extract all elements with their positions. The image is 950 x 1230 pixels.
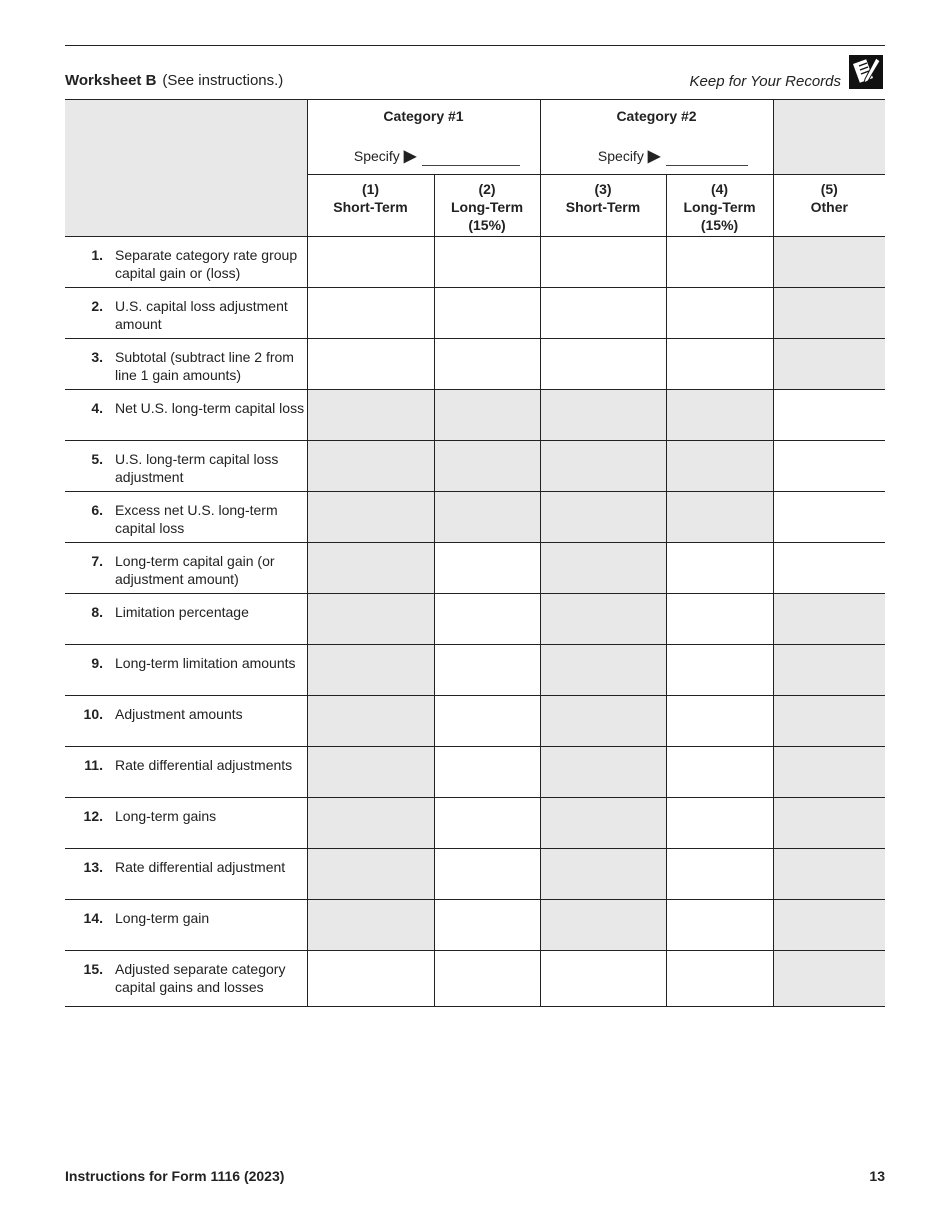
worksheet-line-4 xyxy=(65,390,885,441)
shaded-cell xyxy=(773,900,885,951)
category-2-specify-field[interactable] xyxy=(666,151,748,166)
line-number: 3. xyxy=(91,349,103,365)
line-label-cell xyxy=(65,900,307,951)
line-number: 5. xyxy=(91,451,103,467)
column-number: (5) xyxy=(820,181,838,197)
line-label xyxy=(65,237,307,282)
category-1-specify xyxy=(308,146,540,166)
line-label xyxy=(65,543,307,588)
category-1-header xyxy=(307,100,540,175)
line-description: Net U.S. long-term capital loss xyxy=(115,400,305,416)
line-description: Rate differential adjustments xyxy=(115,757,293,773)
shaded-cell xyxy=(434,441,540,492)
page-number: 13 xyxy=(869,1168,885,1184)
shaded-cell xyxy=(307,900,434,951)
column-number: (3) xyxy=(594,181,612,197)
column-title: Other xyxy=(810,199,848,215)
form-footer-title: Instructions for Form 1116 (2023) xyxy=(65,1168,285,1184)
shaded-cell xyxy=(307,594,434,645)
line-label xyxy=(65,696,307,723)
shaded-cell xyxy=(540,645,666,696)
shaded-cell xyxy=(773,594,885,645)
line-number: 9. xyxy=(91,655,103,671)
entry-cell-col-4[interactable] xyxy=(666,237,773,288)
arrow-right-icon: ▶ xyxy=(403,148,417,165)
worksheet-line-14 xyxy=(65,900,885,951)
line-label-cell xyxy=(65,645,307,696)
worksheet-header xyxy=(65,72,885,94)
column-title: Long-Term xyxy=(450,199,524,215)
category-2-specify xyxy=(541,146,773,166)
column-title: Short-Term xyxy=(565,199,641,215)
line-number: 12. xyxy=(83,808,103,824)
entry-cell-col-2[interactable] xyxy=(434,645,540,696)
entry-cell-col-1[interactable] xyxy=(307,951,434,1007)
worksheet-line-15 xyxy=(65,951,885,1007)
entry-cell-col-5[interactable] xyxy=(773,543,885,594)
line-label xyxy=(65,594,307,621)
line-label-cell xyxy=(65,696,307,747)
shaded-cell xyxy=(307,798,434,849)
entry-cell-col-5[interactable] xyxy=(773,492,885,543)
shaded-cell xyxy=(307,645,434,696)
line-label-cell xyxy=(65,390,307,441)
entry-cell-col-2[interactable] xyxy=(434,849,540,900)
entry-cell-col-2[interactable] xyxy=(434,798,540,849)
line-description: Long-term limitation amounts xyxy=(115,655,296,671)
line-number: 6. xyxy=(91,502,103,518)
entry-cell-col-4[interactable] xyxy=(666,900,773,951)
pencil-on-notepad-icon xyxy=(849,55,883,89)
category-2-header xyxy=(540,100,773,175)
column-header-1 xyxy=(307,175,434,237)
entry-cell-col-5[interactable] xyxy=(773,441,885,492)
worksheet-name: Worksheet B xyxy=(65,72,157,89)
line-label-cell xyxy=(65,798,307,849)
column-header-3 xyxy=(540,175,666,237)
shaded-cell xyxy=(307,390,434,441)
line-number: 4. xyxy=(91,400,103,416)
entry-cell-col-2[interactable] xyxy=(434,900,540,951)
shaded-cell xyxy=(307,543,434,594)
line-label-cell xyxy=(65,237,307,288)
line-description: Adjustment amounts xyxy=(115,706,243,722)
line-label-cell xyxy=(65,747,307,798)
shaded-cell xyxy=(540,543,666,594)
column-header-4 xyxy=(666,175,773,237)
shaded-cell xyxy=(540,696,666,747)
entry-cell-col-4[interactable] xyxy=(666,747,773,798)
entry-cell-col-2[interactable] xyxy=(434,237,540,288)
line-description: Rate differential adjustment xyxy=(115,859,286,875)
line-number: 8. xyxy=(91,604,103,620)
top-rule xyxy=(65,45,885,46)
line-label-cell xyxy=(65,951,307,1007)
shaded-cell xyxy=(307,696,434,747)
shaded-cell xyxy=(773,951,885,1007)
entry-cell-col-4[interactable] xyxy=(666,543,773,594)
line-label-cell xyxy=(65,441,307,492)
line-label xyxy=(65,849,307,876)
category-1-specify-field[interactable] xyxy=(422,151,520,166)
worksheet-line-2 xyxy=(65,288,885,339)
line-label xyxy=(65,492,307,537)
line-description: Subtotal (subtract line 2 from line 1 gain amounts) xyxy=(115,349,294,383)
line-number: 2. xyxy=(91,298,103,314)
shaded-cell xyxy=(307,747,434,798)
entry-cell-col-5[interactable] xyxy=(773,390,885,441)
line-label xyxy=(65,747,307,774)
shaded-cell xyxy=(666,441,773,492)
line-label xyxy=(65,339,307,384)
shaded-cell xyxy=(540,390,666,441)
entry-cell-col-3[interactable] xyxy=(540,237,666,288)
line-description: U.S. capital loss adjustment amount xyxy=(115,298,288,332)
entry-cell-col-3[interactable] xyxy=(540,288,666,339)
line-label xyxy=(65,441,307,486)
shaded-cell xyxy=(773,237,885,288)
column-number: (1) xyxy=(361,181,380,197)
line-description: U.S. long-term capital loss adjustment xyxy=(115,451,279,485)
entry-cell-col-1[interactable] xyxy=(307,339,434,390)
shaded-cell xyxy=(666,390,773,441)
shaded-cell xyxy=(540,849,666,900)
worksheet-line-10 xyxy=(65,696,885,747)
specify-label: Specify xyxy=(353,148,400,164)
specify-label: Specify xyxy=(597,148,644,164)
column-number: (2) xyxy=(478,181,496,197)
column-title: Short-Term xyxy=(333,199,408,215)
entry-cell-col-3[interactable] xyxy=(540,951,666,1007)
entry-cell-col-2[interactable] xyxy=(434,288,540,339)
entry-cell-col-3[interactable] xyxy=(540,339,666,390)
shaded-cell xyxy=(540,747,666,798)
category-2-title: Category #2 xyxy=(616,108,697,124)
shaded-cell xyxy=(540,594,666,645)
entry-cell-col-4[interactable] xyxy=(666,849,773,900)
line-label xyxy=(65,645,307,672)
entry-cell-col-2[interactable] xyxy=(434,747,540,798)
see-instructions-note: (See instructions.) xyxy=(162,72,284,89)
line-number: 11. xyxy=(84,757,103,773)
shaded-cell xyxy=(540,492,666,543)
worksheet-table xyxy=(65,99,885,1007)
column-rate: (15%) xyxy=(468,217,506,233)
worksheet-line-9 xyxy=(65,645,885,696)
shaded-cell xyxy=(540,798,666,849)
line-label-cell xyxy=(65,594,307,645)
entry-cell-col-2[interactable] xyxy=(434,951,540,1007)
shaded-cell xyxy=(540,441,666,492)
line-label xyxy=(65,798,307,825)
worksheet-line-3 xyxy=(65,339,885,390)
shaded-cell xyxy=(666,492,773,543)
worksheet-line-12 xyxy=(65,798,885,849)
column-rate: (15%) xyxy=(700,217,739,233)
line-label-cell xyxy=(65,543,307,594)
column-number: (4) xyxy=(710,181,729,197)
line-number: 7. xyxy=(91,553,103,569)
line-label-cell xyxy=(65,492,307,543)
worksheet-line-8 xyxy=(65,594,885,645)
shaded-cell xyxy=(540,900,666,951)
worksheet-line-11 xyxy=(65,747,885,798)
entry-cell-col-4[interactable] xyxy=(666,339,773,390)
line-label-cell xyxy=(65,849,307,900)
shaded-cell xyxy=(307,849,434,900)
entry-cell-col-4[interactable] xyxy=(666,645,773,696)
worksheet-line-7 xyxy=(65,543,885,594)
entry-cell-col-4[interactable] xyxy=(666,696,773,747)
shaded-cell xyxy=(307,492,434,543)
category-1-title: Category #1 xyxy=(383,108,464,124)
shaded-cell xyxy=(773,696,885,747)
line-label-cell xyxy=(65,288,307,339)
line-description: Long-term gains xyxy=(115,808,217,824)
line-number: 10. xyxy=(83,706,103,722)
line-label xyxy=(65,900,307,927)
line-label xyxy=(65,951,307,996)
worksheet-line-6 xyxy=(65,492,885,543)
line-number: 15. xyxy=(83,961,103,977)
line-description: Limitation percentage xyxy=(115,604,249,620)
worksheet-title xyxy=(65,72,283,89)
entry-cell-col-2[interactable] xyxy=(434,339,540,390)
shaded-cell xyxy=(773,645,885,696)
shaded-cell xyxy=(434,492,540,543)
label-column-header xyxy=(65,100,307,237)
line-label xyxy=(65,390,307,417)
worksheet-line-13 xyxy=(65,849,885,900)
entry-cell-col-1[interactable] xyxy=(307,288,434,339)
column-title: Long-Term xyxy=(683,199,756,215)
entry-cell-col-4[interactable] xyxy=(666,594,773,645)
entry-cell-col-2[interactable] xyxy=(434,594,540,645)
shaded-cell xyxy=(773,849,885,900)
arrow-right-icon: ▶ xyxy=(647,148,661,165)
entry-cell-col-2[interactable] xyxy=(434,543,540,594)
line-description: Separate category rate group capital gain or (loss) xyxy=(115,247,298,281)
line-label xyxy=(65,288,307,333)
entry-cell-col-4[interactable] xyxy=(666,288,773,339)
line-number: 13. xyxy=(83,859,103,875)
shaded-cell xyxy=(434,390,540,441)
shaded-cell xyxy=(773,747,885,798)
line-number: 14. xyxy=(83,910,103,926)
line-number: 1. xyxy=(91,247,103,263)
worksheet-line-1 xyxy=(65,237,885,288)
line-description: Adjusted separate category capital gains and losses xyxy=(115,961,286,995)
line-description: Long-term capital gain (or adjustment amount) xyxy=(115,553,275,587)
entry-cell-col-4[interactable] xyxy=(666,798,773,849)
keep-for-records-label: Keep for Your Records xyxy=(689,73,841,90)
line-description: Long-term gain xyxy=(115,910,210,926)
line-label-cell xyxy=(65,339,307,390)
shaded-cell xyxy=(773,288,885,339)
shaded-cell xyxy=(307,441,434,492)
worksheet-line-5 xyxy=(65,441,885,492)
column-header-2 xyxy=(434,175,540,237)
other-category-header xyxy=(773,100,885,175)
entry-cell-col-2[interactable] xyxy=(434,696,540,747)
entry-cell-col-4[interactable] xyxy=(666,951,773,1007)
shaded-cell xyxy=(773,798,885,849)
column-header-5 xyxy=(773,175,885,237)
shaded-cell xyxy=(773,339,885,390)
entry-cell-col-1[interactable] xyxy=(307,237,434,288)
line-description: Excess net U.S. long-term capital loss xyxy=(115,502,278,536)
